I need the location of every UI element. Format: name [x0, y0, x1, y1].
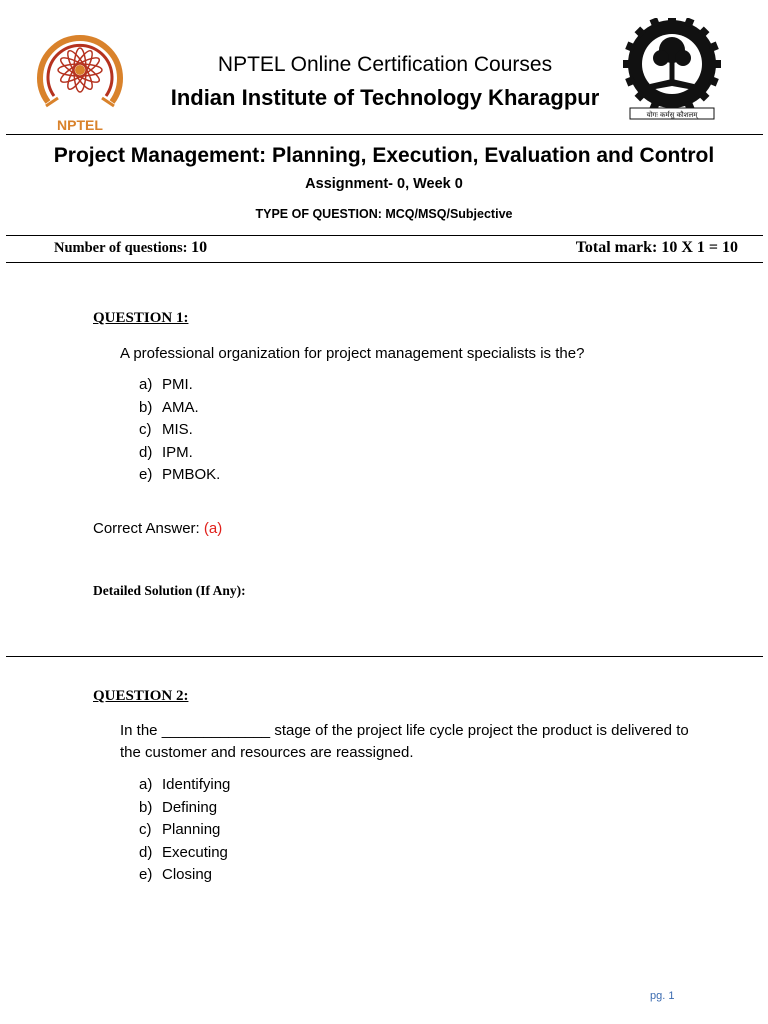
header-divider [6, 134, 763, 135]
option-letter: d) [139, 843, 153, 861]
option-text: IPM. [162, 443, 193, 461]
option-letter: c) [139, 421, 152, 439]
option-letter: c) [139, 821, 152, 839]
paper-title: Project Management: Planning, Execution, Evaluation and Control [53, 144, 715, 167]
institute-line: Indian Institute of Technology Kharagpur [170, 85, 600, 110]
question-1-detailed-solution-label: Detailed Solution (If Any): [93, 583, 246, 598]
option-item [139, 464, 220, 487]
question-2-text: In the _____________ stage of the project life cycle project the product is delivered to the customer and resources are reassigned. [120, 722, 689, 761]
question-1-correct-answer [93, 520, 222, 537]
nptel-logo [28, 22, 132, 134]
option-letter: a) [139, 376, 153, 393]
question-1-text: A professional organization for project management specialists is the? [120, 345, 585, 362]
option-text: AMA. [162, 398, 199, 416]
question-divider [6, 656, 763, 657]
option-item [139, 819, 230, 842]
option-item [139, 864, 230, 887]
option-item [139, 374, 220, 397]
question-2-heading: QUESTION 2: [93, 688, 189, 704]
option-text: PMBOK. [162, 466, 221, 484]
option-letter: b) [139, 398, 153, 416]
option-item [139, 419, 220, 442]
option-item [139, 774, 230, 797]
summary-bottom-divider [6, 262, 763, 263]
option-text: PMI. [162, 376, 193, 393]
option-letter: e) [139, 466, 153, 484]
option-text: MIS. [162, 421, 193, 439]
option-item [139, 842, 230, 865]
question-1-heading: QUESTION 1: [93, 310, 189, 326]
number-of-questions-value: 10 [191, 239, 208, 256]
option-text: Executing [162, 843, 228, 861]
correct-answer-value: (a) [203, 520, 223, 537]
total-mark: Total mark: 10 X 1 = 10 [575, 239, 738, 256]
correct-answer-label: Correct Answer: [93, 520, 200, 537]
option-item [139, 442, 220, 465]
option-text: Identifying [162, 776, 231, 793]
option-text: Defining [162, 798, 218, 816]
option-letter: a) [139, 776, 153, 793]
iit-kharagpur-logo [622, 18, 722, 120]
option-letter: b) [139, 798, 153, 816]
option-text: Planning [162, 821, 221, 839]
option-letter: e) [139, 866, 153, 884]
nptel-logo-text: NPTEL [57, 117, 103, 133]
option-text: Closing [162, 866, 213, 884]
page-number: pg. 1 [650, 990, 675, 1002]
iit-motto: योगः कर्मसु कौशलम् [646, 111, 698, 119]
number-of-questions [54, 239, 207, 257]
option-item [139, 797, 230, 820]
summary-top-divider [6, 235, 763, 236]
option-letter: d) [139, 443, 153, 461]
question-type-line: TYPE OF QUESTION: MCQ/MSQ/Subjective [255, 207, 513, 221]
question-2-options [139, 774, 230, 887]
question-1-options [139, 374, 220, 487]
assignment-line: Assignment- 0, Week 0 [305, 176, 463, 192]
number-of-questions-label: Number of questions: [54, 240, 188, 256]
option-item [139, 397, 220, 420]
course-line: NPTEL Online Certification Courses [217, 53, 553, 76]
